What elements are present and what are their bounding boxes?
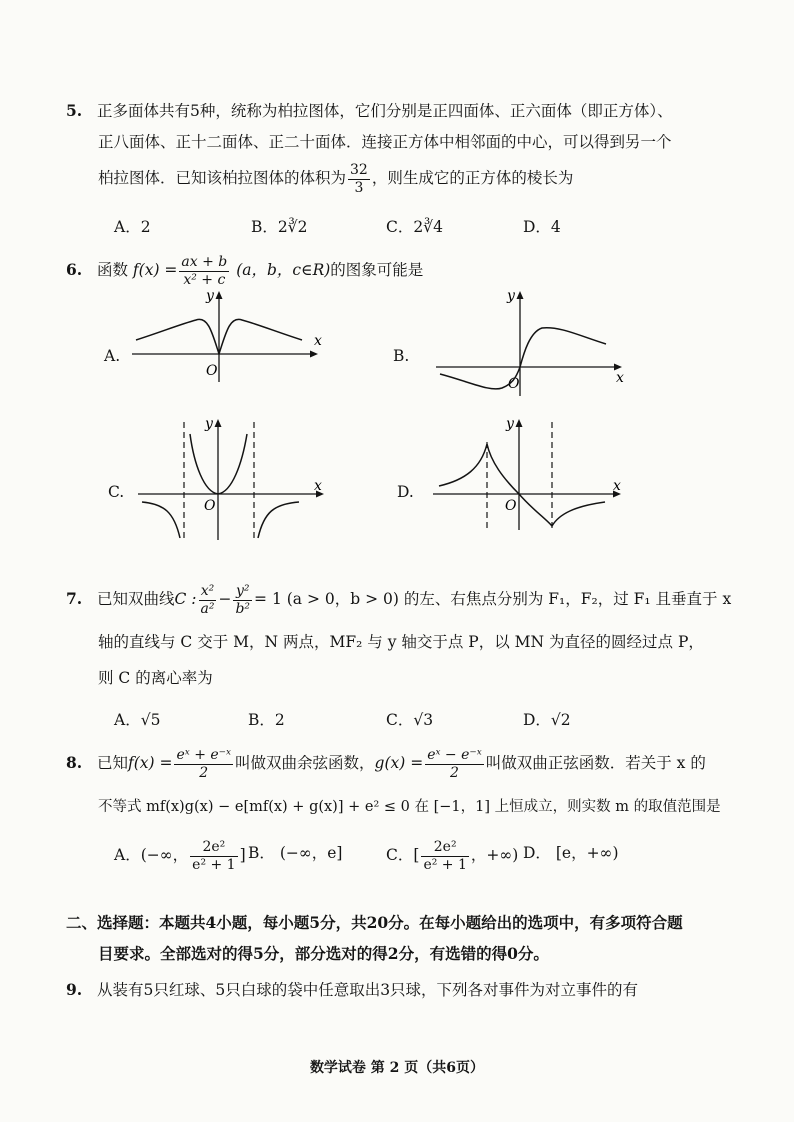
q7-line1 xyxy=(66,581,731,618)
q6-label-a[interactable]: A. xyxy=(104,347,121,365)
q8-text-mid: 叫做双曲余弦函数， xyxy=(235,754,375,772)
q5-volume-fraction: $\frac{32}{3}$ xyxy=(350,161,368,196)
q9-text: 从装有5只红球、5只白球的袋中任意取出3只球，下列各对事件为对立事件的有 xyxy=(96,981,639,999)
q6-d-origin: O xyxy=(505,498,517,514)
q7-minus: − xyxy=(218,590,232,608)
q8-text-line2: 不等式 mf(x)g(x) − e[mf(x) + g(x)] + e² ≤ 0 在 [−1，1] 上恒成立，则实数 m 的取值范围是 xyxy=(98,799,721,815)
q5-text-line2: 正八面体、正十二面体、正二十面体．连接正方体中相邻面的中心，可以得到另一个 xyxy=(98,133,672,151)
q5-option-a[interactable]: A．2 xyxy=(114,218,151,236)
q5-line1 xyxy=(66,101,673,121)
q5-line3 xyxy=(98,160,573,197)
q8-line1 xyxy=(66,745,706,782)
q5-option-d[interactable]: D．4 xyxy=(523,218,561,236)
q6-graph-d[interactable] xyxy=(425,414,630,534)
q6-d-x-label: x xyxy=(613,478,621,494)
q7-option-c[interactable]: C．√3 xyxy=(386,711,434,729)
q6-c-x-label: x xyxy=(314,478,322,494)
q8-option-d[interactable]: D． [e，+∞) xyxy=(523,844,619,862)
q5-text-line3b: ，则生成它的正方体的棱长为 xyxy=(371,169,574,187)
q8-f-fraction: $\frac{\text{eˣ + e⁻ˣ}}{2}$ xyxy=(176,746,232,781)
section2-heading-line2: 目要求。全部选对的得5分，部分选对的得2分，有选错的得0分。 xyxy=(98,944,549,963)
q7-option-b[interactable]: B．2 xyxy=(248,711,285,729)
q8-option-c-fraction: $\frac{\text{2e²}}{\text{e² + 1}}$ xyxy=(423,838,467,873)
q6-b-x-label: x xyxy=(616,370,624,386)
q8-text-line1b: 叫做双曲正弦函数．若关于 x 的 xyxy=(485,754,706,772)
q6-b-y-label: y xyxy=(507,288,515,304)
q7-curve-label: C : xyxy=(174,590,197,608)
q6-graph-b[interactable] xyxy=(430,282,630,400)
q7-text-line1a: 已知双曲线 xyxy=(96,590,175,608)
q6-a-origin: O xyxy=(206,363,218,379)
q8-option-b[interactable]: B． (−∞，e] xyxy=(248,844,343,862)
q5-text-line3a: 柏拉图体．已知该柏拉图体的体积为 xyxy=(98,169,347,187)
q6-graph-a[interactable] xyxy=(126,282,326,388)
q5-text-line1: 正多面体共有5种，统称为柏拉图体，它们分别是正四面体、正六面体（即正方体）、 xyxy=(96,102,673,120)
q5-option-c[interactable]: C．2∛4 xyxy=(386,218,443,236)
q7-y-fraction: $\frac{\text{y²}}{\text{b²}}$ xyxy=(235,582,251,617)
q6-c-origin: O xyxy=(204,498,216,514)
q8-text-line1a: 已知 xyxy=(96,754,128,772)
q8-f-lhs: f(x) = xyxy=(127,754,173,772)
q6-function: f(x) = xyxy=(132,261,178,279)
q6-label-d[interactable]: D. xyxy=(397,483,414,501)
q7-text-line3: 则 C 的离心率为 xyxy=(98,669,213,687)
q7-option-a[interactable]: A．√5 xyxy=(114,711,161,729)
q7-text-line2: 轴的直线与 C 交于 M，N 两点，MF₂ 与 y 轴交于点 P，以 MN 为直径的圆经过点 P， xyxy=(98,633,704,651)
q8-option-a[interactable]: A．(−∞， $\frac{\text{2e²}}{\text{e² + 1}}$ ] xyxy=(114,838,246,873)
q6-label-c[interactable]: C. xyxy=(108,483,125,501)
q6-condition: (a，b，c∈R) xyxy=(236,261,331,279)
q6-d-y-label: y xyxy=(506,416,514,432)
q8-option-c[interactable]: C．[ $\frac{\text{2e²}}{\text{e² + 1}}$ ，+∞) xyxy=(386,838,519,873)
q6-b-origin: O xyxy=(508,376,520,392)
q5-option-b[interactable]: B．2∛2 xyxy=(251,218,308,236)
q6-a-x-label: x xyxy=(314,333,322,349)
q9-number: 9. xyxy=(66,980,83,999)
q7-number: 7. xyxy=(66,589,83,608)
q7-text-line1b: = 1 (a > 0，b > 0) 的左、右焦点分别为 F₁，F₂，过 F₁ 且垂直于 x xyxy=(254,590,732,608)
q7-x-fraction: $\frac{\text{x²}}{\text{a²}}$ xyxy=(200,582,215,617)
q6-label-b[interactable]: B. xyxy=(393,347,410,365)
q6-pre: 函数 xyxy=(96,261,128,279)
q6-a-y-label: y xyxy=(206,288,214,304)
page-footer: 数学试卷 第 2 页（共6页） xyxy=(309,1060,485,1076)
q8-option-a-fraction: $\frac{\text{2e²}}{\text{e² + 1}}$ xyxy=(192,838,236,873)
q6-c-y-label: y xyxy=(205,416,213,432)
q5-number: 5. xyxy=(66,101,83,120)
q6-number: 6. xyxy=(66,260,83,279)
q8-number: 8. xyxy=(66,753,83,772)
section2-heading-line1: 二、选择题：本题共4小题，每小题5分，共20分。在每小题给出的选项中，有多项符合题 xyxy=(66,913,683,932)
q6-function-fraction: $\frac{ax + b}{\text{x² + c}}$ xyxy=(181,253,228,288)
q6-post: 的图象可能是 xyxy=(330,261,424,279)
q9-line1 xyxy=(66,980,638,1000)
q7-option-d[interactable]: D．√2 xyxy=(523,711,571,729)
q8-g-lhs: g(x) = xyxy=(374,754,424,772)
q8-g-fraction: $\frac{\text{eˣ − e⁻ˣ}}{2}$ xyxy=(427,746,482,781)
q6-graph-c[interactable] xyxy=(134,414,334,544)
